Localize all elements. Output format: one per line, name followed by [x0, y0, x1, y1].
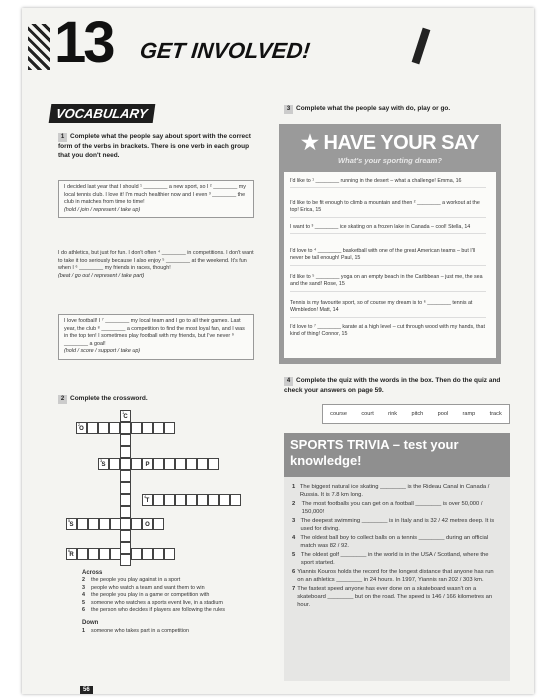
exercise-4-number: 4 — [284, 377, 293, 386]
crossword-cell[interactable] — [208, 494, 219, 506]
word-box — [322, 404, 510, 424]
exercise-2-number: 2 — [58, 395, 67, 404]
have-your-say-subtitle: What's your sporting dream? — [338, 156, 442, 165]
exercise-1-options-2: (beat / go out / represent / take part) — [58, 272, 145, 279]
exercise-1-text: Complete what the people say about sport with the correct form of the verbs in brackets. There is one verb in each group that you don't need. — [58, 133, 251, 159]
crossword-cell[interactable] — [120, 494, 131, 506]
crossword-cell[interactable] — [153, 548, 164, 560]
trivia-item: 1 The biggest natural ice skating ________ is the Rideau Canal in Canada / Russia. It is 7.8 km long. — [292, 484, 490, 498]
crossword-cell[interactable] — [186, 494, 197, 506]
decorative-stripes — [28, 24, 50, 70]
say-entry: Tennis is my favourite sport, so of course my dream is to ⁶ ________ tennis at Wimbledon! Matt, 14 — [290, 300, 486, 318]
say-entry: I'd love to ⁷ ________ karate at a high level – cut through wood with my hands, that kind of thing! Connor, 15 — [290, 324, 485, 338]
say-entry: I'd love to ⁴ ________ basketball with one of the great American teams – but I'll never be tall enough! Paul, 15 — [290, 248, 486, 266]
exercise-1-para-1: I decided last year that I should ¹ ________ a new sport, so I ² ________ my local tennis club. I love it! I'm much healthier now and I even ³ ________ the club in matches from time to time! — [64, 184, 246, 206]
word-item: course — [330, 411, 347, 417]
exercise-3-number: 3 — [284, 105, 293, 114]
crossword-cell[interactable] — [120, 446, 131, 458]
trivia-item: 3 The deepest swimming ________ is in Italy and is 32 / 42 metres deep. It is used for diving. — [292, 518, 495, 532]
crossword-cell[interactable] — [120, 434, 131, 446]
across-heading: Across — [82, 570, 103, 576]
vocabulary-heading: VOCABULARY — [49, 104, 155, 123]
exercise-4-instruction — [284, 376, 506, 395]
say-entry: I'd like to be fit enough to climb a mountain and then ² ________ a workout at the top! Erica, 15 — [290, 200, 486, 218]
exercise-1-para-3: I love football! I ⁷ ________ my local team and I go to all their games. Last year, the club ⁸ ________ a competition to find the most loyal fan, and I was in the top ten! I sometimes play football with my friends, but I've never ⁹ ________ a goal! — [64, 318, 245, 347]
trivia-item: 6 Yiannis Kouros holds the record for the longest distance that anyone has run on an athletics ________ in 24 hours. In 1997, Yiannis ran 202 / 303 km. — [292, 569, 494, 583]
exercise-1-options-3: (hold / score / support / take up) — [64, 348, 141, 355]
trivia-item: 7 The fastest speed anyone has ever done on a skateboard wasn't on a skateboard ________ but on the road. The speed is 146 / 166 kilometres an hour. — [292, 586, 493, 608]
exercise-3-text: Complete what the people say with do, play or go. — [296, 105, 451, 112]
decorative-slash — [412, 28, 431, 65]
exercise-1-box-1 — [58, 180, 254, 218]
crossword-cell[interactable] — [131, 548, 142, 560]
crossword-cell[interactable] — [98, 422, 109, 434]
exercise-2-instruction — [58, 394, 148, 404]
crossword-cell[interactable] — [230, 494, 241, 506]
crossword-cell[interactable] — [153, 458, 164, 470]
word-item: track — [489, 411, 502, 417]
crossword-cell[interactable]: 5 S — [66, 518, 77, 530]
crossword-cell[interactable] — [99, 518, 110, 530]
crossword-cell[interactable] — [153, 422, 164, 434]
crossword-cell[interactable]: 3 S — [98, 458, 109, 470]
exercise-1-box-3 — [58, 314, 254, 360]
crossword-cell[interactable] — [120, 530, 131, 542]
crossword-cell[interactable] — [120, 506, 131, 518]
sports-trivia-box — [284, 433, 510, 681]
clue-across-2: 2 the people you play against in a sport — [82, 577, 181, 584]
crossword-cell[interactable] — [87, 422, 98, 434]
crossword-cell[interactable] — [109, 422, 120, 434]
down-heading: Down — [82, 620, 99, 627]
crossword-cell[interactable] — [197, 458, 208, 470]
crossword-cell[interactable] — [219, 494, 230, 506]
exercise-1-options-1: (hold / join / represent / take up) — [64, 206, 141, 213]
crossword-cell[interactable] — [120, 554, 131, 566]
sports-trivia-title: SPORTS TRIVIA – test your knowledge! — [284, 433, 510, 477]
word-item: court — [361, 411, 374, 417]
trivia-list — [292, 483, 500, 610]
crossword-cell[interactable] — [120, 518, 131, 530]
clue-across-3: 3 people who watch a team and want them to win — [82, 584, 205, 591]
crossword-cell[interactable] — [175, 458, 186, 470]
crossword-cell[interactable]: 4 T — [142, 494, 153, 506]
clue-across-4: 4 the people you play in a game or competition with — [82, 592, 210, 599]
crossword-cell[interactable] — [120, 422, 131, 434]
exercise-1-para-2: I do athletics, but just for fun. I don't often ⁴ ________ in competitions. I don't want to take it too seriously because I also enjoy ⁵ ________ at the weekend. It's fun when I ⁶ ________ my friends in races, though! — [58, 250, 254, 272]
clue-down-1: 1 someone who takes part in a competition — [82, 627, 189, 634]
page-number: 56 — [80, 686, 93, 694]
exercise-1-box-2 — [58, 250, 254, 280]
word-item: pitch — [411, 411, 424, 417]
crossword-cell[interactable] — [110, 518, 121, 530]
exercise-3-instruction — [284, 104, 504, 114]
trivia-item: 2 The most footballs you can get on a football ________ is over 50,000 / 150,000! — [292, 501, 483, 515]
unit-title: GET INVOLVED! — [138, 38, 312, 63]
crossword-cell[interactable] — [120, 482, 131, 494]
crossword-clues — [82, 568, 272, 635]
crossword-cell[interactable] — [120, 542, 131, 554]
exercise-1-number: 1 — [58, 133, 67, 142]
word-item: pool — [437, 411, 449, 417]
say-entry: I'd like to ⁵ ________ yoga on an empty beach in the Caribbean – just me, the sea and the sand! Rose, 15 — [290, 274, 486, 292]
star-icon: ★ — [301, 132, 319, 154]
crossword-cell[interactable] — [208, 458, 219, 470]
have-your-say-title: ★ HAVE YOUR SAY — [301, 132, 479, 154]
crossword-cell[interactable]: 2 O — [76, 422, 87, 434]
crossword-cell[interactable]: O — [142, 518, 153, 530]
exercise-1-instruction — [58, 132, 258, 160]
crossword-cell[interactable] — [164, 458, 175, 470]
say-entry: I want to ³ ________ ice skating on a frozen lake in Canada – cool! Stella, 14 — [290, 224, 486, 234]
crossword-cell[interactable] — [186, 458, 197, 470]
word-item: ramp — [462, 411, 476, 417]
unit-number: 13 — [54, 10, 113, 75]
crossword-cell[interactable]: 1 C — [120, 410, 131, 422]
trivia-item: 5 The oldest golf ________ in the world is in the USA / Scotland, where the sport started. — [292, 552, 489, 566]
crossword-cell[interactable] — [131, 458, 142, 470]
trivia-item: 4 The oldest ball boy to collect balls on a tennis ________ during an official match was 82 / 92. — [292, 535, 489, 549]
say-entry: I'd like to ¹ ________ running in the desert – what a challenge! Emma, 16 — [290, 178, 486, 188]
clue-across-6: 6 the person who decides if players are following the rules — [82, 607, 225, 614]
crossword-cell[interactable] — [164, 548, 175, 560]
crossword-cell[interactable] — [175, 494, 186, 506]
clue-across-5: 5 someone who watches a sports event live, in a stadium — [82, 599, 223, 606]
crossword-cell[interactable] — [88, 548, 99, 560]
crossword-cell[interactable] — [131, 422, 142, 434]
word-item: rink — [388, 411, 398, 417]
have-your-say-box — [279, 124, 501, 364]
exercise-2-text: Complete the crossword. — [70, 395, 148, 402]
have-your-say-body — [284, 172, 496, 358]
crossword-cell[interactable] — [77, 518, 88, 530]
exercise-4-text: Complete the quiz with the words in the box. Then do the quiz and check your answers on page 59. — [284, 377, 501, 394]
crossword-cell[interactable]: 6 R — [66, 548, 77, 560]
crossword-cell[interactable] — [142, 422, 153, 434]
crossword-cell[interactable] — [131, 518, 142, 530]
crossword-cell[interactable] — [153, 494, 164, 506]
crossword-cell[interactable] — [77, 548, 88, 560]
crossword-cell[interactable] — [164, 422, 175, 434]
crossword-cell[interactable] — [88, 518, 99, 530]
crossword-cell[interactable] — [153, 518, 164, 530]
workbook-page — [22, 8, 534, 694]
crossword-cell[interactable] — [164, 494, 175, 506]
crossword-cell[interactable] — [109, 458, 120, 470]
crossword-cell[interactable] — [197, 494, 208, 506]
crossword-cell[interactable]: P — [142, 458, 153, 470]
crossword-cell[interactable] — [99, 548, 110, 560]
crossword-cell[interactable] — [120, 458, 131, 470]
crossword-cell[interactable] — [120, 470, 131, 482]
crossword-cell[interactable] — [142, 548, 153, 560]
